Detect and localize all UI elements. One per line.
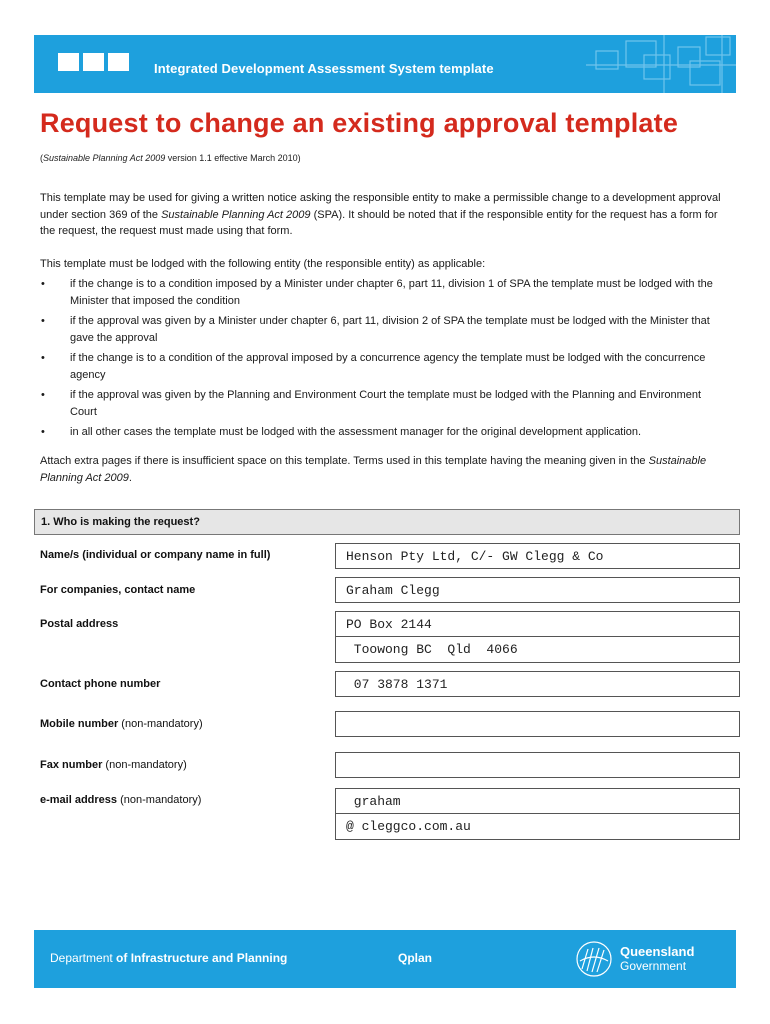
phone-input[interactable]: 07 3878 1371 — [335, 671, 740, 697]
lodge-intro: This template must be lodged with the following entity (the responsible entity) as applicable: — [40, 258, 486, 270]
bullet-icon: • — [41, 278, 45, 290]
footer-band — [34, 930, 736, 988]
responsible-entity-list — [40, 276, 730, 445]
logo-square-icon — [108, 53, 129, 71]
list-item — [40, 313, 730, 346]
attach-text-1: Attach extra pages if there is insufficient space on this template. Terms used in this template having the meaning given in the — [40, 455, 649, 467]
mobile-optional-note: (non-mandatory) — [121, 718, 203, 730]
email-optional-note: (non-mandatory) — [120, 794, 202, 806]
name-input[interactable]: Henson Pty Ltd, C/- GW Clegg & Co — [335, 543, 740, 569]
postal-address-line1-input[interactable]: PO Box 2144 — [335, 611, 740, 637]
list-item — [40, 276, 730, 309]
fax-label — [40, 759, 187, 771]
section-heading: 1. Who is making the request? — [41, 516, 200, 528]
header-band — [34, 35, 736, 93]
attach-text-2: . — [128, 471, 132, 484]
phone-label: Contact phone number — [40, 678, 161, 690]
list-item-text: if the approval was given by a Minister under chapter 6, part 11, division 2 of SPA the template must be lodged with the Minister that gave the approval — [70, 315, 710, 344]
fax-optional-note: (non-mandatory) — [105, 759, 187, 771]
mobile-input[interactable] — [335, 711, 740, 737]
logo-square-icon — [83, 53, 104, 71]
department-name — [50, 951, 287, 965]
qplan-label: Qplan — [398, 951, 433, 965]
fax-input[interactable] — [335, 752, 740, 778]
section-heading-bar — [34, 509, 740, 535]
list-item — [40, 424, 730, 441]
list-item-text: if the change is to a condition imposed by a Minister under chapter 6, part 11, division 1 of SPA the template must be lodged with the Minister that imposed the condition — [70, 278, 713, 307]
intro-text-2: (SPA). It should be noted that if the responsible entity for the request has a form for the request, the request must made using that form. — [40, 208, 718, 237]
postal-address-line2-input[interactable]: Toowong BC Qld 4066 — [335, 637, 740, 663]
bullet-icon: • — [41, 389, 45, 401]
fax-label-text: Fax number — [40, 759, 103, 771]
list-item — [40, 387, 730, 420]
bullet-icon: • — [41, 315, 45, 327]
attach-act-name: Sustainable Planning Act 2009 — [40, 455, 707, 484]
page-title: Request to change an existing approval template — [40, 108, 679, 138]
list-item-text: if the approval was given by the Planning and Environment Court the template must be lodged with the Planning and Environment Court — [70, 389, 702, 418]
email-label — [40, 794, 201, 806]
intro-paragraph — [40, 190, 730, 240]
logo-square-icon — [58, 53, 79, 71]
bullet-icon: • — [41, 426, 45, 438]
government-name: Queensland — [620, 944, 695, 959]
email-line2-input[interactable]: @ cleggco.com.au — [335, 814, 740, 840]
intro-text-1: This template may be used for giving a written notice asking the responsible entity to make a permissible change to a development approval under section 369 of the — [40, 192, 721, 221]
mobile-label — [40, 718, 203, 730]
postal-address-label: Postal address — [40, 618, 119, 630]
department-bold: of Infrastructure and Planning — [116, 951, 288, 965]
version-note — [40, 153, 301, 163]
email-line1-input[interactable]: graham — [335, 788, 740, 814]
name-label: Name/s (individual or company name in full) — [40, 549, 271, 561]
list-item-text: if the change is to a condition of the approval imposed by a concurrence agency the template must be lodged with the concurrence agency — [70, 352, 706, 381]
contact-name-input[interactable]: Graham Clegg — [335, 577, 740, 603]
email-label-text: e-mail address — [40, 794, 118, 806]
version-suffix: version 1.1 effective March 2010) — [165, 153, 301, 163]
bullet-icon: • — [41, 352, 45, 364]
list-item — [40, 350, 730, 383]
version-prefix: ( — [40, 153, 43, 163]
list-item-text: in all other cases the template must be lodged with the assessment manager for the original development application. — [70, 426, 642, 438]
version-act-name: Sustainable Planning Act 2009 — [43, 153, 166, 163]
queensland-government-emblem-icon — [572, 939, 616, 979]
government-subtitle: Government — [620, 959, 687, 973]
mobile-label-text: Mobile number — [40, 718, 119, 730]
intro-act-name: Sustainable Planning Act 2009 — [161, 208, 311, 221]
department-prefix: Department — [50, 951, 117, 965]
attach-paragraph — [40, 453, 730, 486]
decorative-grid-icon — [586, 35, 736, 93]
header-title: Integrated Development Assessment System template — [154, 61, 494, 76]
contact-name-label: For companies, contact name — [40, 584, 196, 596]
